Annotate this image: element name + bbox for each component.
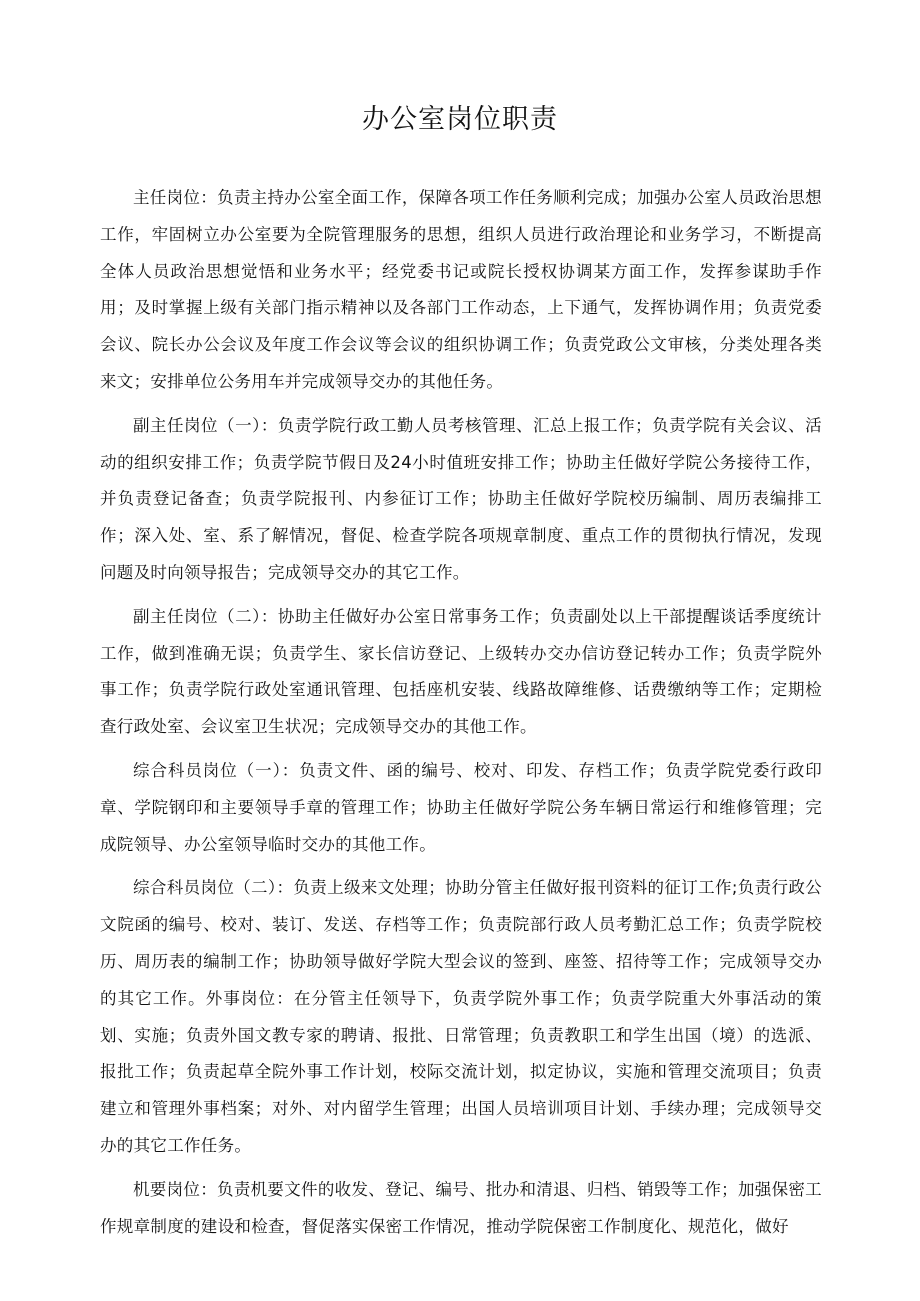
paragraph-general-clerk-2: 综合科员岗位（二）：负责上级来文处理；协助分管主任做好报刊资料的征订工作;负责行政公文院函的编号、校对、装订、发送、存档等工作；负责院部行政人员考勤汇总工作；负责学院校历、周历表的编制工作；协助领导做好学院大型会议的签到、座签、招待等工作；完成领导交办的其它工作。外事岗位：在分管主任领导下，负责学院外事工作；负责学院重大外事活动的策划、实施；负责外国文教专家的聘请、报批、日常管理；负责教职工和学生出国（境）的选派、报批工作；负责起草全院外事工作计划，校际交流计划，拟定协议，实施和管理交流项目；负责建立和管理外事档案；对外、对内留学生管理；出国人员培训项目计划、手续办理；完成领导交办的其它工作任务。 [100, 878, 822, 1155]
document-title: 办公室岗位职责 [362, 104, 558, 135]
paragraph-director: 主任岗位：负责主持办公室全面工作，保障各项工作任务顺利完成；加强办公室人员政治思想工作，牢固树立办公室要为全院管理服务的思想，组织人员进行政治理论和业务学习，不断提高全体人员政治思想觉悟和业务水平；经党委书记或院长授权协调某方面工作，发挥参谋助手作用；及时掌握上级有关部门指示精神以及各部门工作动态，上下通气，发挥协调作用；负责党委会议、院长办公会议及年度工作会议等会议的组织协调工作；负责党政公文审核，分类处理各类来文；安排单位公务用车并完成领导交办的其他任务。 [100, 188, 822, 391]
paragraph-deputy-director-1: 副主任岗位（一）：负责学院行政工勤人员考核管理、汇总上报工作；负责学院有关会议、活动的组织安排工作；负责学院节假日及24小时值班安排工作；协助主任做好学院公务接待工作，并负责登记备查；负责学院报刊、内参征订工作；协助主任做好学院校历编制、周历表编排工作；深入处、室、系了解情况，督促、检查学院各项规章制度、重点工作的贯彻执行情况，发现问题及时向领导报告；完成领导交办的其它工作。 [100, 415, 822, 582]
paragraph-general-clerk-1: 综合科员岗位（一）：负责文件、函的编号、校对、印发、存档工作；负责学院党委行政印章、学院钢印和主要领导手章的管理工作；协助主任做好学院公务车辆日常运行和维修管理；完成院领导、办公室领导临时交办的其他工作。 [100, 760, 822, 854]
document-body [100, 180, 822, 1252]
paragraph-confidential: 机要岗位：负责机要文件的收发、登记、编号、批办和清退、归档、销毁等工作；加强保密工作规章制度的建设和检查，督促落实保密工作情况，推动学院保密工作制度化、规范化，做好 [100, 1179, 822, 1236]
paragraph-deputy-director-2: 副主任岗位（二）：协助主任做好办公室日常事务工作；负责副处以上干部提醒谈话季度统计工作，做到准确无误；负责学生、家长信访登记、上级转办交办信访登记转办工作；负责学院外事工作；负责学院行政处室通讯管理、包括座机安装、线路故障维修、话费缴纳等工作；定期检查行政处室、会议室卫生状况；完成领导交办的其他工作。 [100, 606, 822, 737]
